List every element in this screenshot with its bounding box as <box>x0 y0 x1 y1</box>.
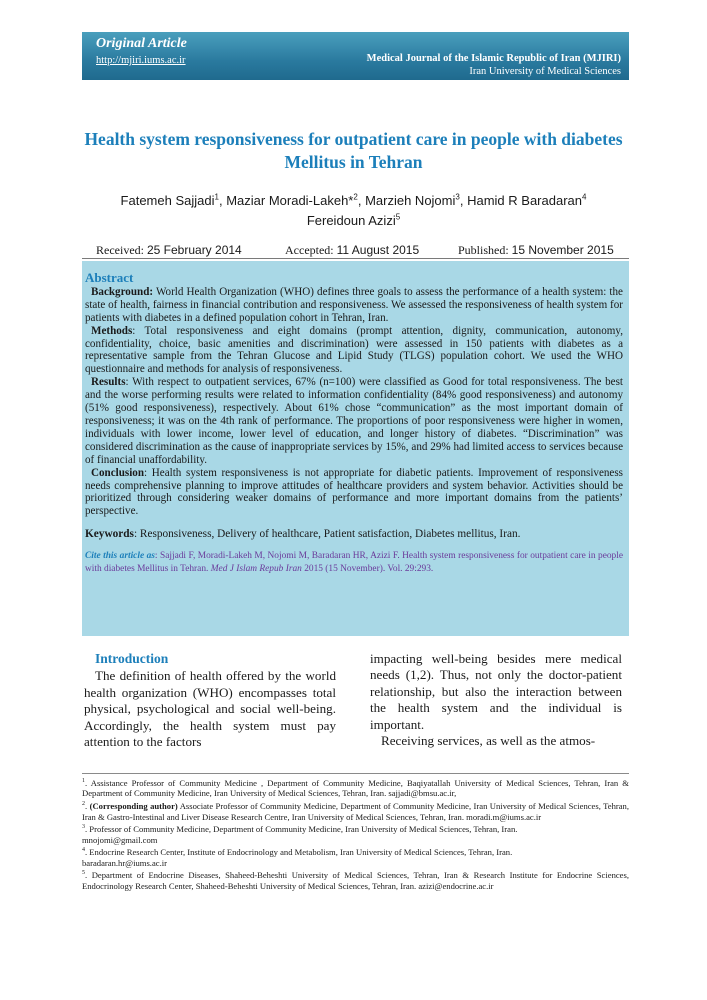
footnote: $^2$. (Corresponding author) Associate Professor of Community Medicine, Department of Community Medicine, Iran University of Medical Sciences, Tehran, Iran & Gastro-Intestinal and Liver Disease Research Centre, Iran University of Medical Sciences, Tehran, Iran. moradi.m@iums.ac.ir <box>82 800 629 822</box>
body-paragraph: impacting well-being besides mere medical needs (1,2). Thus, not only the doctor-patient relationship, but also the interaction between the health system and the individual is important. <box>370 651 622 732</box>
author: Fereidoun Azizi$^5$ <box>306 212 401 228</box>
abstract-heading: Abstract <box>85 270 134 285</box>
footnote: $^4$. Endocrine Research Center, Institute of Endocrinology and Metabolism, Iran University of Medical Sciences, Tehran, Iran. baradaran.hr@iums.ac.ir <box>82 847 513 868</box>
keywords: Keywords: Responsiveness, Delivery of healthcare, Patient satisfaction, Diabetes mellitus, Iran. <box>85 528 521 541</box>
abstract-box <box>82 261 629 636</box>
body-column-right <box>370 651 622 749</box>
journal-url-link[interactable]: http://mjiri.iums.ac.ir <box>96 55 186 66</box>
author: Fatemeh Sajjadi$^1$, <box>120 193 223 209</box>
article-type: Original Article <box>96 36 187 51</box>
abstract-conclusion: Conclusion: Health system responsiveness is not appropriate for diabetic patients. Improvement of responsiveness needs comprehensive planning to improve attitudes of healthcare providers and system behavior. Activities should be prioritized through considering weaker domains of performance and more important domains from the patients’ perspective. <box>85 466 623 518</box>
abstract-background: Background: World Health Organization (WHO) defines three goals to assess the performance of a health system: the state of health, fairness in financial contribution and responsiveness. We assessed the responsiveness of health system for patients with diabetes in a defined population cohort in Tehran, Iran. <box>85 285 623 324</box>
body-paragraph: The definition of health offered by the world health organization (WHO) encompasses total physical, psychological and social well-being. Accordingly, the health system must pay attention to the factors <box>84 668 336 750</box>
author: Hamid R Baradaran$^4$ <box>467 193 587 209</box>
footnotes <box>82 776 629 891</box>
journal-name: Medical Journal of the Islamic Republic of Iran (MJIRI) <box>366 53 621 64</box>
author: Maziar Moradi-Lakeh*$^2$, <box>226 193 362 209</box>
header-left <box>96 36 187 66</box>
citation: Cite this article as: Sajjadi F, Moradi-Lakeh M, Nojomi M, Baradaran HR, Azizi F. Health system responsiveness for outpatient care in people with diabetes Mellitus in Tehran. Med J Islam Repub Iran 2015 (15 November). Vol. 29:293. <box>85 551 623 575</box>
footnote: $^1$. Assistance Professor of Community Medicine , Department of Community Medicine, Baqiyatallah University of Medical Sciences, Tehran, Iran & Department of Community Medicine, Iran University of Medical Sciences, Tehran, Iran. sajjadi@bmsu.ac.ir, <box>82 777 629 799</box>
accepted-date: Accepted: 11 August 2015 <box>285 243 420 257</box>
abstract-methods: Methods: Total responsiveness and eight domains (prompt attention, dignity, communication, autonomy, confidentiality, choice, basic amenities and discrimination) were assessed in 150 patients with diabetes as a representative sample from the Tehran Glucose and Lipid Study (TLGS) population cohort. We used the WHO questionnaire and methods for analysis of responsiveness. <box>85 324 623 376</box>
introduction-heading: Introduction <box>95 651 169 666</box>
abstract-results: Results: With respect to outpatient services, 67% (n=100) were classified as Good for total responsiveness. The best and the worse performing results were related to information confidentiality (84% good responsiveness) and autonomy (51% good responsiveness), respectively. About 61% chose “communication” as the most important domain of responsiveness; it was on the 4th rank of performance. The proportions of poor responsiveness were higher in women, individuals with lower income, lower level of education, and longer history of diabetes. “Discrimination” was considered discrimination as the cause of inappropriate services by 15%, and 29% had limited access to services because of financial unaffordability. <box>85 376 623 466</box>
published-date: Published: 15 November 2015 <box>458 243 614 257</box>
article-title: Health system responsiveness for outpatient care in people with diabetes Mellitus in Tehran <box>84 129 623 172</box>
publisher-name: Iran University of Medical Sciences <box>469 66 621 77</box>
divider <box>82 258 629 259</box>
body-paragraph: Receiving services, as well as the atmos- <box>381 733 596 749</box>
footnote: $^5$. Department of Endocrine Diseases, Shaheed-Beheshti University of Medical Sciences, Tehran, Iran & Research Institute for Endocrine Sciences, Endocrinology Research Center, Shaheed-Beheshti University of Medical Sciences, Tehran, Iran. azizi@endocrine.ac.ir <box>82 870 629 891</box>
author-list <box>82 190 625 229</box>
received-date: Received: 25 February 2014 <box>96 243 242 257</box>
footnote: $^3$. Professor of Community Medicine, Department of Community Medicine, Iran University of Medical Sciences, Tehran, Iran. mnojomi@gmail.com <box>82 823 518 845</box>
author: Marzieh Nojomi$^3$, <box>365 193 464 209</box>
body-column-left <box>84 651 336 750</box>
header-right <box>367 52 621 78</box>
footnote-divider <box>82 773 629 774</box>
